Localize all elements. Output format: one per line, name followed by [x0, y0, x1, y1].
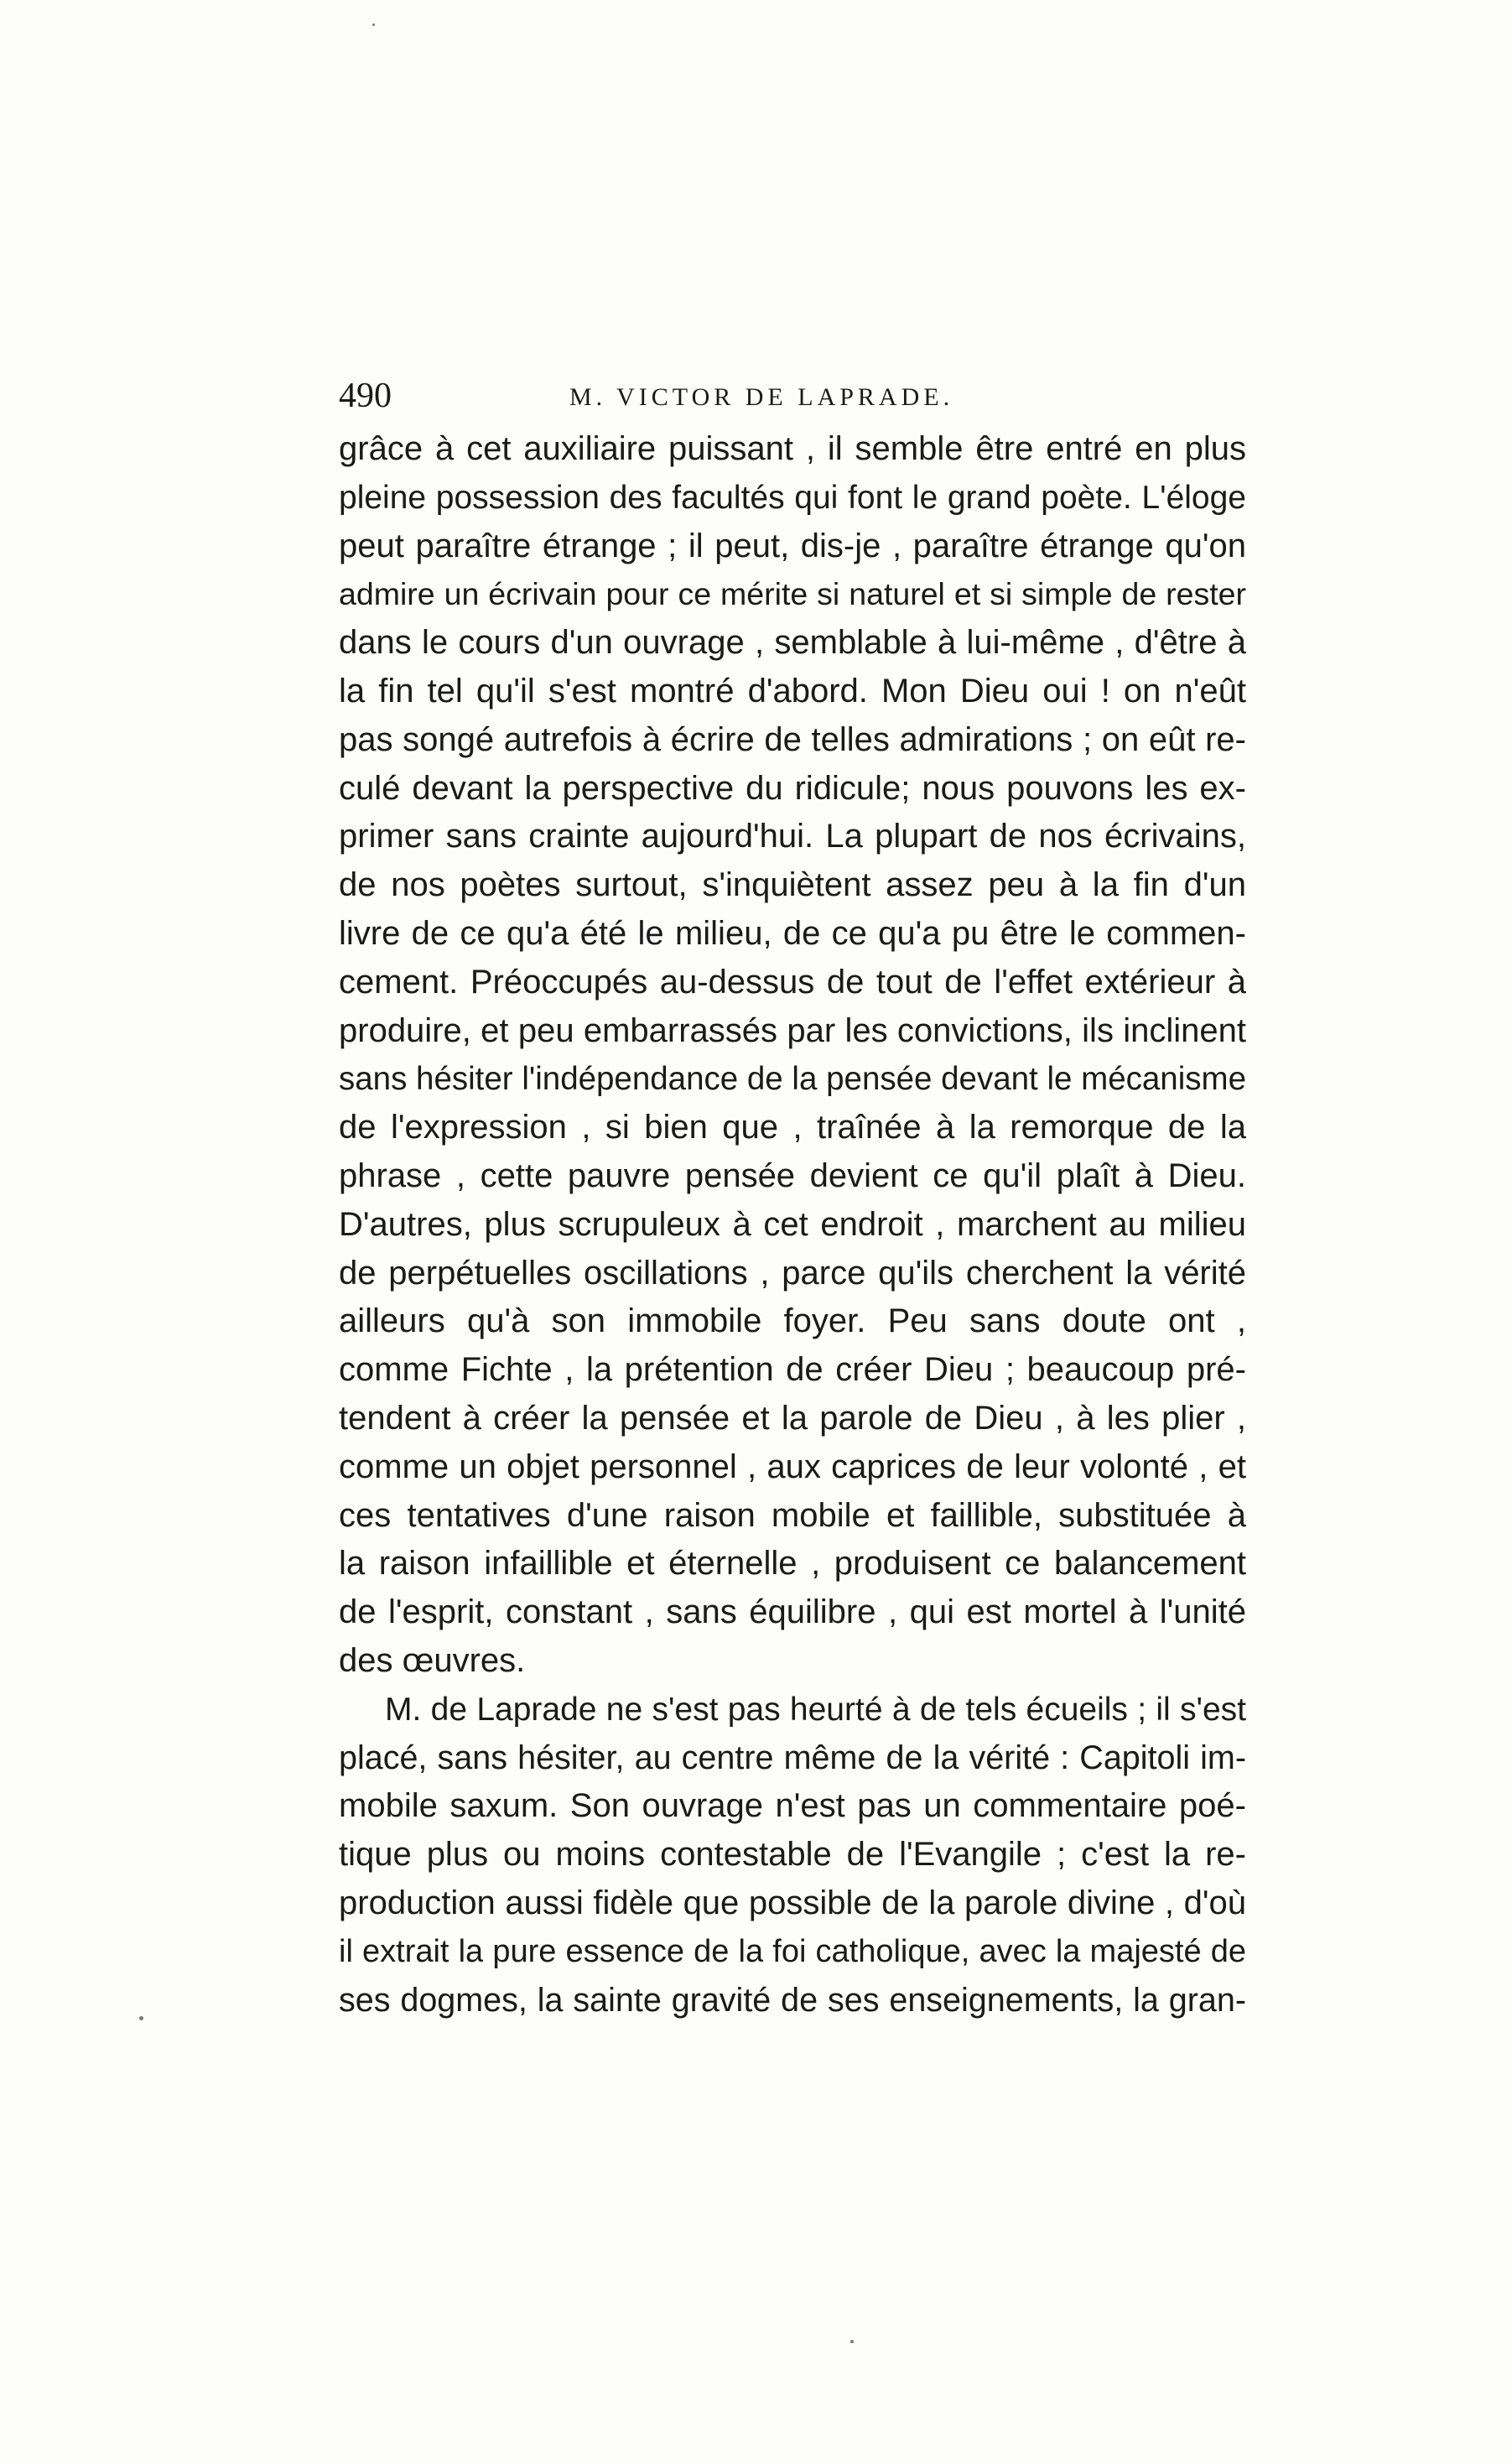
- text-line: il extrait la pure essence de la foi catholique, avec la majesté de: [339, 1933, 1246, 1969]
- text-line: pas songé autrefois à écrire de telles admirations ; on eût re-: [339, 720, 1246, 758]
- text-line: la raison infaillible et éternelle , produisent ce balancement: [339, 1545, 1246, 1583]
- text-line: placé, sans hésiter, au centre même de la vérité : Capitoli im-: [339, 1739, 1246, 1776]
- paragraph-1: [339, 425, 1246, 1686]
- text-line: phrase , cette pauvre pensée devient ce qu'il plaît à Dieu.: [339, 1157, 1246, 1194]
- text-line: grâce à cet auxiliaire puissant , il semble être entré en plus: [339, 430, 1246, 467]
- text-line: mobile saxum. Son ouvrage n'est pas un commentaire poé-: [339, 1787, 1246, 1825]
- text-line: culé devant la perspective du ridicule; nous pouvons les ex-: [339, 769, 1246, 807]
- page-number: 490: [339, 377, 392, 415]
- text-line: de l'expression , si bien que , traînée à la remorque de la: [339, 1109, 1246, 1146]
- text-line: pleine possession des facultés qui font le grand poète. L'éloge: [339, 479, 1246, 516]
- text-line: ces tentatives d'une raison mobile et faillible, substituée à: [339, 1496, 1246, 1534]
- paragraph-2: [339, 1686, 1246, 2025]
- text-line: comme Fichte , la prétention de créer Dieu ; beaucoup pré-: [339, 1351, 1246, 1389]
- scan-speck: [850, 2340, 854, 2343]
- scan-speck: [372, 23, 375, 26]
- text-line: M. de Laprade ne s'est pas heurté à de tels écueils ; il s'est: [385, 1691, 1246, 1728]
- text-line: tendent à créer la pensée et la parole de Dieu , à les plier ,: [339, 1399, 1246, 1437]
- text-line: dans le cours d'un ouvrage , semblable à lui-même , d'être à: [339, 624, 1246, 662]
- scan-speck: [139, 2016, 143, 2020]
- text-line: de l'esprit, constant , sans équilibre , qui est mortel à l'unité: [339, 1593, 1246, 1631]
- text-line: comme un objet personnel , aux caprices de leur volonté , et: [339, 1448, 1246, 1485]
- page-header: [339, 371, 1246, 421]
- text-line: primer sans crainte aujourd'hui. La plupart de nos écrivains,: [339, 818, 1246, 855]
- text-line: ses dogmes, la sainte gravité de ses enseignements, la gran-: [339, 1981, 1246, 2019]
- text-line: des œuvres.: [339, 1641, 526, 1679]
- text-line: peut paraître étrange ; il peut, dis-je , paraître étrange qu'on: [339, 527, 1246, 564]
- text-line: de perpétuelles oscillations , parce qu'ils cherchent la vérité: [339, 1254, 1246, 1292]
- text-line: livre de ce qu'a été le milieu, de ce qu'a pu être le commen-: [339, 914, 1246, 952]
- text-line: admire un écrivain pour ce mérite si naturel et si simple de rester: [339, 576, 1246, 612]
- running-head: M. VICTOR DE LAPRADE.: [569, 383, 954, 411]
- text-line: tique plus ou moins contestable de l'Evangile ; c'est la re-: [339, 1836, 1246, 1874]
- text-line: produire, et peu embarrassés par les convictions, ils inclinent: [339, 1011, 1246, 1049]
- text-line: ailleurs qu'à son immobile foyer. Peu sans doute ont ,: [339, 1302, 1246, 1340]
- text-line: la fin tel qu'il s'est montré d'abord. Mon Dieu oui ! on n'eût: [339, 672, 1246, 710]
- body-text: [339, 425, 1246, 2025]
- text-line: D'autres, plus scrupuleux à cet endroit , marchent au milieu: [339, 1205, 1246, 1243]
- text-line: sans hésiter l'indépendance de la pensée devant le mécanisme: [339, 1061, 1246, 1098]
- text-line: production aussi fidèle que possible de la parole divine , d'où: [339, 1884, 1246, 1921]
- text-line: de nos poètes surtout, s'inquiètent assez peu à la fin d'un: [339, 866, 1246, 904]
- text-line: cement. Préoccupés au-dessus de tout de l'effet extérieur à: [339, 963, 1246, 1001]
